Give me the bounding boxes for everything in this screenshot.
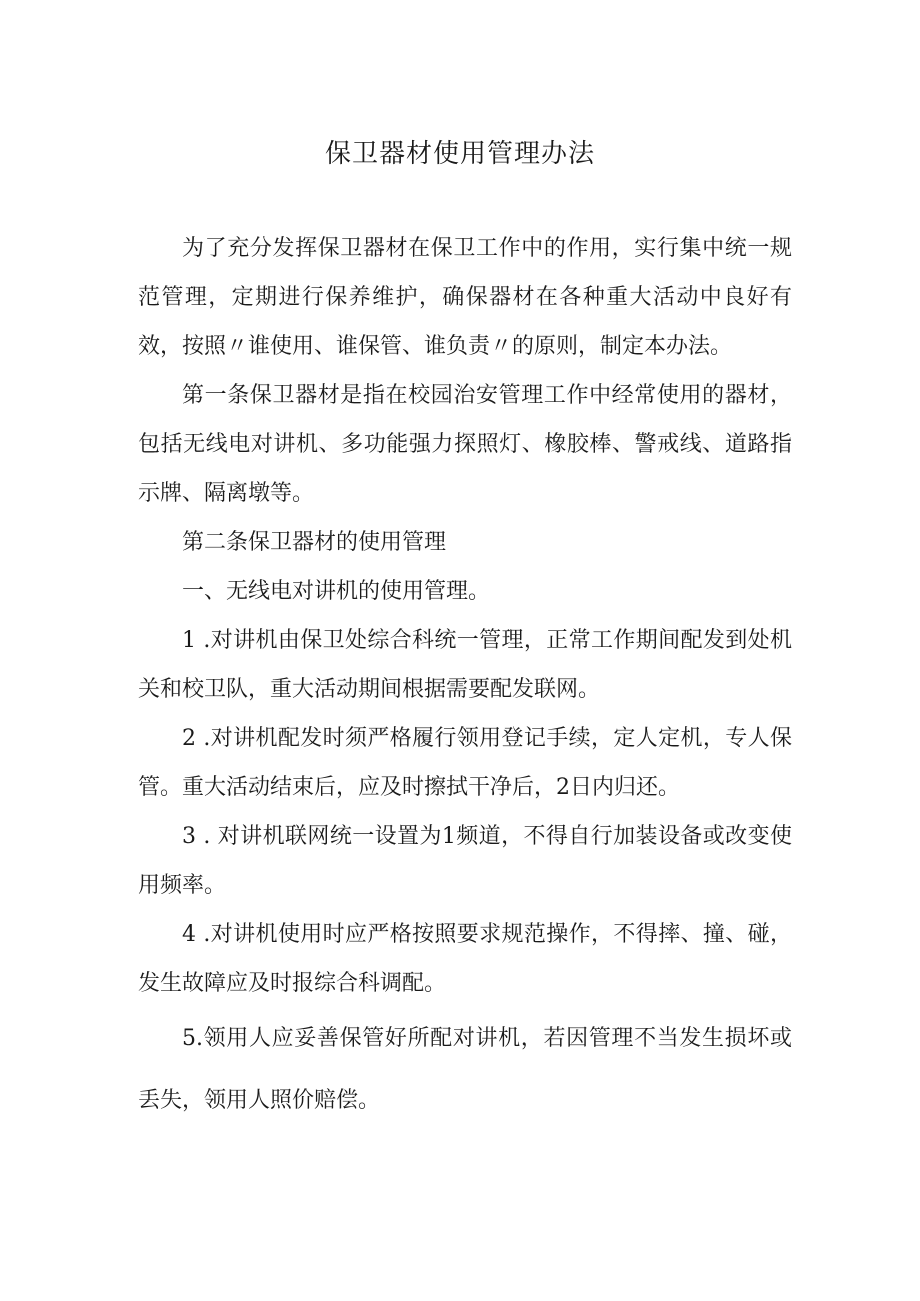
paragraph-item-3: 3 . 对讲机联网统一设置为1频道，不得自行加装设备或改变使用频率。: [138, 824, 792, 898]
document-body: [138, 224, 792, 1132]
paragraph-article-2: 第二条保卫器材的使用管理: [182, 530, 447, 555]
paragraph-section-1: 一、无线电对讲机的使用管理。: [182, 579, 491, 604]
paragraph-item-4: 4 .对讲机使用时应严格按照要求规范操作，不得摔、撞、碰，发生故障应及时报综合科调配。: [138, 922, 792, 996]
document-title: 保卫器材使用管理办法: [324, 139, 595, 169]
paragraph-article-1: 第一条保卫器材是指在校园治安管理工作中经常使用的器材，包括无线电对讲机、多功能强力探照灯、橡胶棒、警戒线、道路指示牌、隔离墩等。: [138, 383, 792, 506]
paragraph-item-2: 2 .对讲机配发时须严格履行领用登记手续，定人定机，专人保管。重大活动结束后，应及时擦拭干净后，2日内归还。: [138, 726, 792, 800]
paragraph-preamble: 为了充分发挥保卫器材在保卫工作中的作用，实行集中统一规范管理，定期进行保养维护，确保器材在各种重大活动中良好有效，按照〃谁使用、谁保管、谁负责〃的原则，制定本办法。: [138, 236, 792, 359]
paragraph-item-1: 1 .对讲机由保卫处综合科统一管理，正常工作期间配发到处机关和校卫队，重大活动期间根据需要配发联网。: [138, 628, 792, 702]
paragraph-item-5: 5.领用人应妥善保管好所配对讲机，若因管理不当发生损坏或丢失，领用人照价赔偿。: [138, 1026, 792, 1113]
